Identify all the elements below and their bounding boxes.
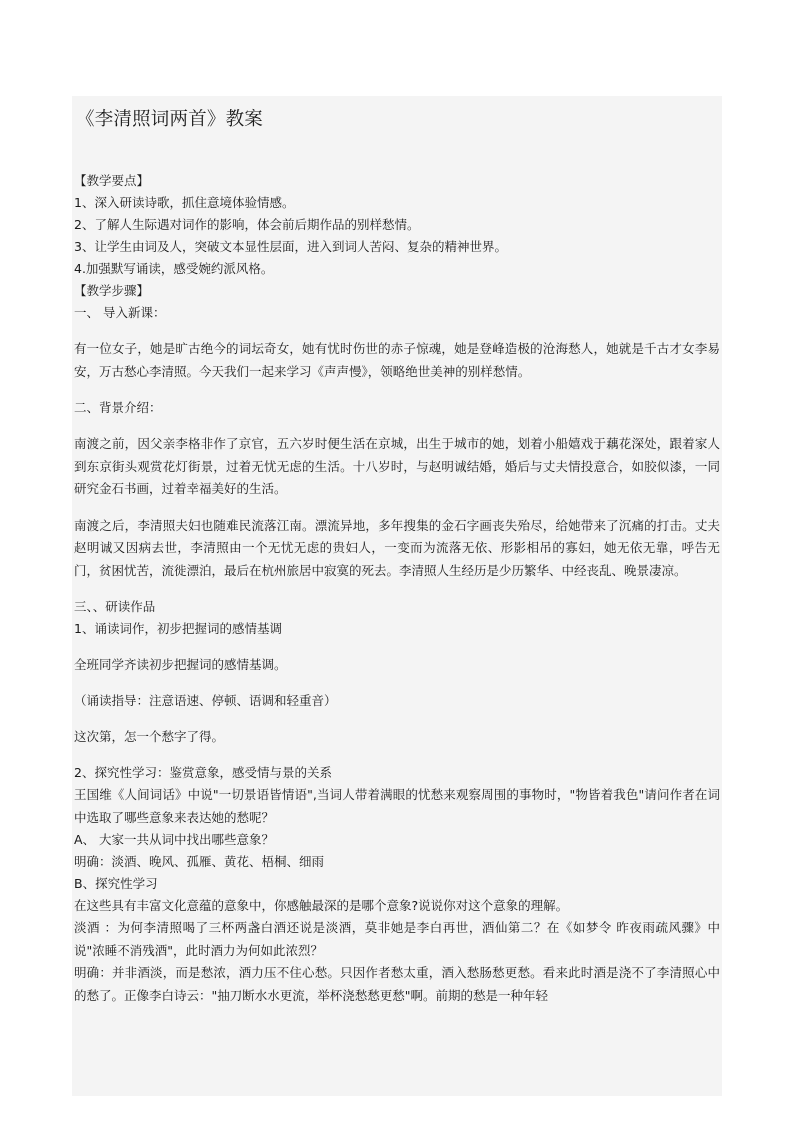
background-paragraph-1: 南渡之前，因父亲李格非作了京官，五六岁时便生活在京城，出生于城市的她，划着小船嬉戏于藕花深处，跟着家人到东京街头观赏花灯街景，过着无忧无虑的生活。十八岁时，与赵明诚结婚，婚后与丈夫情投意合，如胶似漆，一同研究金石书画，过着幸福美好的生活。: [74, 436, 720, 496]
part-b-heading: B、探究性学习: [74, 876, 158, 891]
wang-guowei-paragraph: 王国维《人间词话》中说"一切景语皆情语",当词人带着满眼的忧愁来观察周围的事物时，"物皆着我色"请问作者在词中选取了哪些意象来表达她的愁呢？: [74, 787, 720, 825]
teaching-point-2: 2、了解人生际遇对词作的影响，体会前后期作品的别样愁情。: [74, 217, 420, 232]
teaching-points-heading: 【教学要点】: [74, 173, 150, 188]
background-paragraph-2: 南渡之后，李清照夫妇也随难民流落江南。漂流异地，多年搜集的金石字画丧失殆尽，给她带来了沉痛的打击。丈夫赵明诚又因病去世，李清照由一个无忧无虑的贵妇人，一变而为流落无依、形影相吊的寡妇，她无依无靠，呼告无门，贫困忧苦，流徙漂泊，最后在杭州旅居中寂寞的死去。李清照人生经历是少历繁华、中经丧乱、晚景凄凉。: [74, 517, 720, 578]
section-1-heading: 一、 导入新课：: [74, 305, 166, 320]
light-wine-paragraph: 淡酒 ：为何李清照喝了三杯两盏白酒还说是淡酒，莫非她是李白再世，酒仙第二？在《如梦令 昨夜雨疏风骤》中说"浓睡不消残酒"，此时酒力为何如此浓烈？: [74, 920, 720, 958]
intro-paragraph: 有一位女子，她是旷古绝今的词坛奇女，她有忧时伤世的赤子惊魂，她是登峰造极的沧海愁人，她就是千古才女李易安，万古愁心李清照。今天我们一起来学习《声声慢》，领略绝世美神的别样愁情。: [74, 341, 720, 379]
step-2-heading: 2、探究性学习：鉴赏意象，感受情与景的关系: [74, 765, 332, 780]
section-3-heading: 三、、研读作品: [74, 599, 156, 614]
document-title: 《李清照词两首》教案: [76, 109, 264, 130]
section-2-heading: 二、背景介绍：: [74, 400, 162, 415]
quote-line: 这次第，怎一个愁字了得。: [74, 729, 225, 744]
question-a: A、 大家一共从词中找出哪些意象？: [74, 832, 275, 847]
document-page: [72, 96, 722, 1096]
question-b: 在这些具有丰富文化意蕴的意象中，你感触最深的是哪个意象?说说你对这个意象的理解。: [74, 898, 569, 913]
teaching-point-1: 1、深入研读诗歌，抓住意境体验情感。: [74, 195, 295, 210]
reading-guidance-line: （诵读指导：注意语速、停顿、语调和轻重音）: [74, 693, 337, 708]
teaching-point-3: 3、让学生由词及人，突破文本显性层面，进入到词人苦闷、复杂的精神世界。: [74, 239, 507, 254]
teaching-steps-heading: 【教学步骤】: [74, 283, 150, 298]
answer-b-paragraph: 明确：并非酒淡，而是愁浓，酒力压不住心愁。只因作者愁太重，酒入愁肠愁更愁。看来此时酒是浇不了李清照心中的愁了。正像李白诗云："抽刀断水水更流，举杯浇愁愁更愁"啊。前期的愁是一种年轻: [74, 965, 720, 1003]
teaching-point-4: 4.加强默写诵读，感受婉约派风格。: [74, 261, 274, 276]
step-1-heading: 1、诵读词作，初步把握词的感情基调: [74, 621, 282, 636]
answer-a: 明确：淡酒、晚风、孤雁、黄花、梧桐、细雨: [74, 854, 325, 869]
class-reading-line: 全班同学齐读初步把握词的感情基调。: [74, 657, 287, 672]
